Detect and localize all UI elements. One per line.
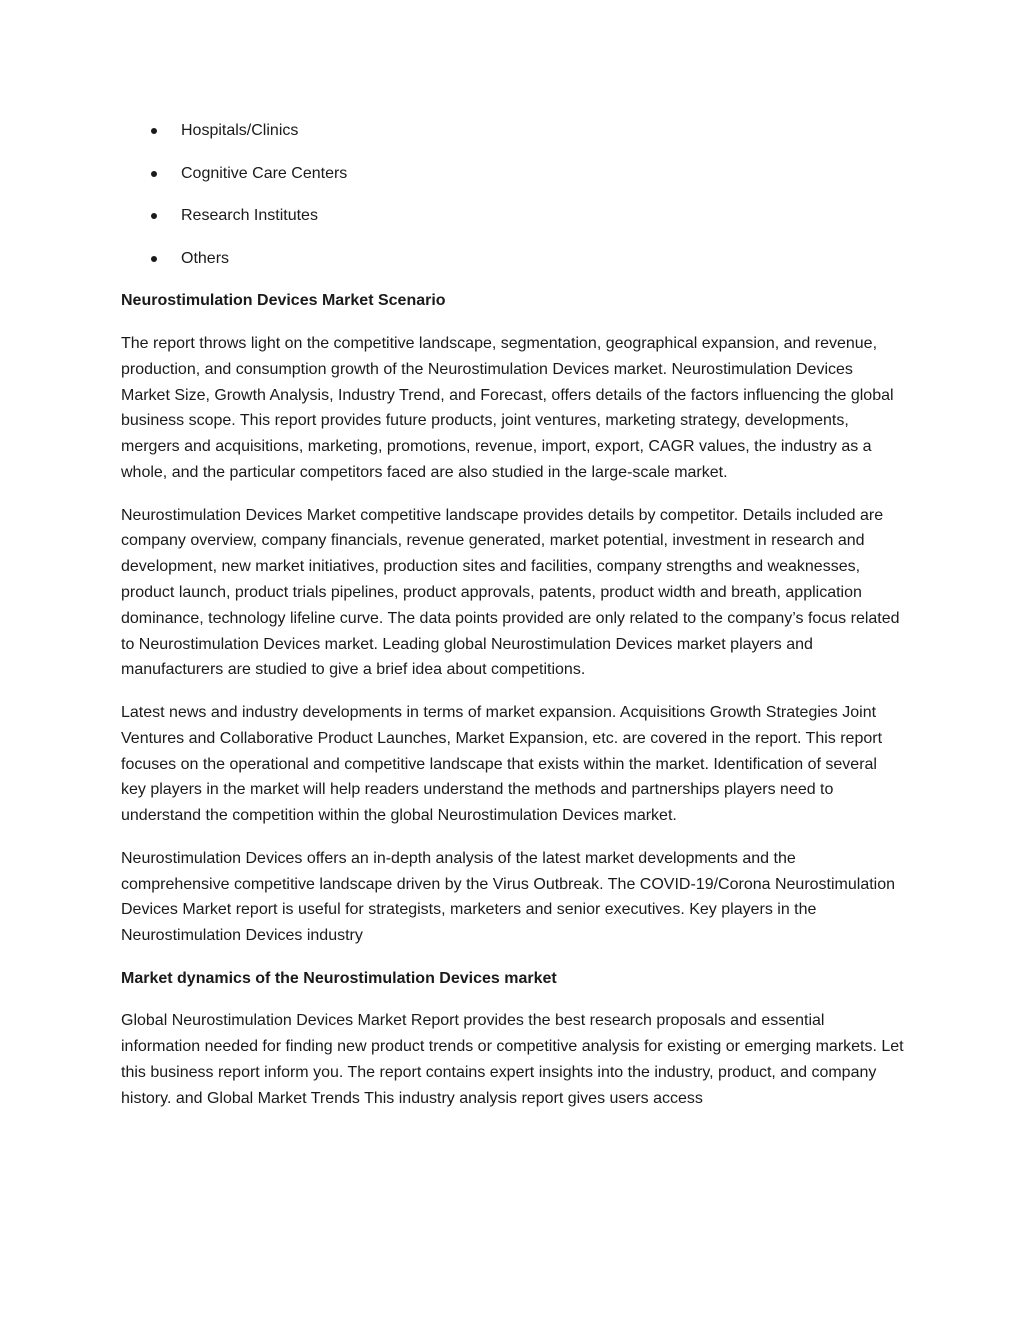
list-item-text: Others [181, 249, 230, 267]
paragraph: The report throws light on the competitive landscape, segmentation, geographical expansion, and revenue, production, and consumption growth of the Neurostimulation Devices market. Neurostimulation Devices Market Size, Growth Analysis, Industry Trend, and Forecast, offers details of the factors influencing the global business scope. This report provides future products, joint ventures, marketing strategy, developments, mergers and acquisitions, marketing, promotions, revenue, import, export, CAGR values, the industry as a whole, and the particular competitors faced are also studied in the large-scale market. [121, 334, 894, 481]
paragraph: Latest news and industry developments in terms of market expansion. Acquisitions Growth Strategies Joint Ventures and Collaborative Product Launches, Market Expansion, etc. are covered in the report. This report focuses on the operational and competitive landscape that exists within the market. Identification of several key players in the market will help readers understand the methods and partnerships players need to understand the competition within the global Neurostimulation Devices market. [121, 703, 883, 825]
paragraph: Neurostimulation Devices Market competitive landscape provides details by competitor. Details included are company overview, company financials, revenue generated, market potential, investment in research and development, new market initiatives, production sites and facilities, company strengths and weaknesses, product launch, product trials pipelines, product approvals, patents, product width and breath, application dominance, technology lifeline curve. The data points provided are only related to the company’s focus related to Neurostimulation Devices market. Leading global Neurostimulation Devices market players and manufacturers are studied to give a brief idea about competitions. [121, 506, 900, 679]
list-item [121, 161, 906, 187]
paragraph: Neurostimulation Devices offers an in-depth analysis of the latest market developments and the comprehensive competitive landscape driven by the Virus Outbreak. The COVID-19/Corona Neurostimulation Devices Market report is useful for strategists, marketers and senior executives. Key players in the Neurostimulation Devices industry [121, 849, 896, 945]
end-user-list [121, 118, 906, 272]
list-item [121, 246, 906, 272]
bullet-icon [151, 213, 157, 219]
section-heading-market-scenario: Neurostimulation Devices Market Scenario [121, 292, 446, 310]
paragraph: Global Neurostimulation Devices Market Report provides the best research proposals and essential information needed for finding new product trends or competitive analysis for existing or emerging markets. Let this business report inform you. The report contains expert insights into the industry, product, and company history. and Global Market Trends This industry analysis report gives users access [121, 1012, 904, 1107]
section-heading-market-dynamics: Market dynamics of the Neurostimulation Devices market [121, 969, 557, 987]
bullet-icon [151, 256, 157, 262]
list-item-text: Hospitals/Clinics [181, 122, 299, 139]
list-item-text: Research Institutes [181, 207, 318, 225]
bullet-icon [151, 128, 157, 134]
bullet-icon [151, 171, 157, 177]
list-item-text: Cognitive Care Centers [181, 164, 348, 182]
document-page [121, 118, 906, 1128]
list-item [121, 203, 906, 229]
list-item [121, 118, 906, 144]
